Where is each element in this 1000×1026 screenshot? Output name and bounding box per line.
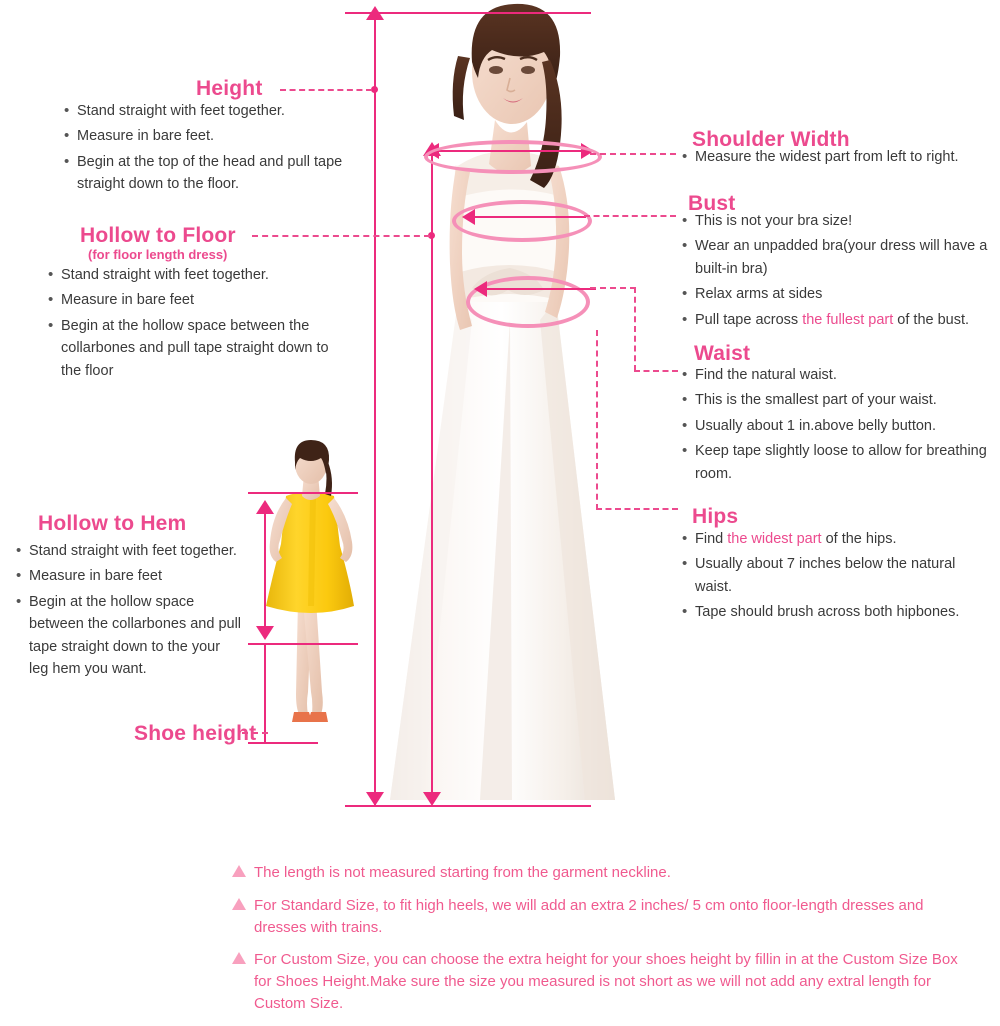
height-top-tick (345, 12, 591, 14)
warning-triangle-icon (232, 865, 246, 877)
shoulder-measure-ellipse (424, 140, 602, 174)
list-item: • Begin at the top of the head and pull tape straight down to the floor. (62, 151, 362, 196)
shoe-height-heading: Shoe height (134, 722, 257, 745)
list-item: • Wear an unpadded bra(your dress will have a built-in bra) (680, 235, 998, 280)
hips-leader-vertical (596, 330, 598, 510)
waist-bullets (680, 364, 992, 488)
hollow-hem-top-tick (248, 492, 358, 494)
hollow-to-hem-bullets (14, 540, 242, 684)
height-label-dot (371, 86, 378, 93)
hips-text-before: Find (695, 531, 728, 547)
list-item: • Stand straight with feet together. (46, 264, 346, 286)
list-item: • Stand straight with feet together. (62, 100, 362, 122)
height-line (374, 18, 376, 806)
waist-leader-vertical (634, 287, 636, 371)
bust-text-highlight: the fullest part (802, 311, 894, 328)
list-item: • Stand straight with feet together. (14, 540, 242, 562)
shoe-height-bottom-tick (248, 742, 318, 744)
list-item: • Relax arms at sides (680, 283, 998, 305)
list-item: • Measure the widest part from left to right. (680, 146, 1000, 168)
hollow-to-floor-subheading: (for floor length dress) (88, 247, 228, 262)
hips-text-after: of the hips. (821, 531, 897, 547)
note-text: For Custom Size, you can choose the extra height for your shoes height by fillin in at the Custom Size Box for Shoes Height.Make sure the size you measured is not short as we will not add any extral length for Custom Size. (254, 951, 958, 1012)
list-item: • Keep tape slightly loose to allow for breathing room. (680, 440, 992, 485)
hollow-to-hem-line (264, 512, 266, 636)
waist-leader-top (590, 287, 636, 289)
hips-leader-line (596, 508, 678, 510)
hollow-floor-leader-line (252, 235, 430, 237)
note-item (232, 895, 972, 939)
note-item (232, 949, 972, 1014)
warning-triangle-icon (232, 952, 246, 964)
height-heading: Height (196, 77, 263, 100)
list-item: • Measure in bare feet. (62, 125, 362, 147)
shoulder-leader-line (590, 153, 676, 155)
bust-arrow-left (462, 209, 475, 225)
note-text: The length is not measured starting from the garment neckline. (254, 864, 671, 881)
bust-leader-line (584, 215, 676, 217)
hips-text-highlight: the widest part (727, 531, 822, 547)
shoe-height-line (264, 645, 266, 743)
bust-heading: Bust (688, 192, 736, 215)
waist-heading: Waist (694, 342, 751, 365)
list-item: • Measure in bare feet (46, 289, 346, 311)
bust-text-after: of the bust. (893, 311, 970, 328)
waist-arrow-left (474, 281, 487, 297)
height-bullets (62, 100, 362, 199)
list-item: • Find the natural waist. (680, 364, 992, 386)
hollow-hem-arrow-bottom (256, 626, 274, 640)
list-item: • Measure in bare feet (14, 565, 242, 587)
footer-notes (232, 862, 972, 1026)
floor-line (345, 805, 591, 807)
list-item: • This is not your bra size! (680, 210, 998, 232)
list-item: • Begin at the hollow space between the collarbones and pull tape straight down to the floor (46, 315, 346, 382)
height-leader-line (280, 89, 372, 91)
list-item: • Usually about 7 inches below the natural waist. (680, 553, 992, 598)
hollow-to-hem-heading: Hollow to Hem (38, 512, 187, 535)
main-model-illustration (360, 0, 660, 820)
bust-bullets (680, 210, 998, 334)
list-item: • Begin at the hollow space between the collarbones and pull tape straight down to the your leg hem you want. (14, 591, 242, 681)
hollow-floor-arrow-bottom (423, 792, 441, 806)
list-item: • This is the smallest part of your waist. (680, 389, 992, 411)
waist-leader-bottom (634, 370, 678, 372)
shoulder-width-heading: Shoulder Width (692, 128, 850, 151)
waist-line (482, 288, 596, 290)
hollow-to-floor-line (431, 154, 433, 802)
bust-text-before: Pull tape across (695, 311, 803, 328)
note-text: For Standard Size, to fit high heels, we will add an extra 2 inches/ 5 cm onto floor-length dresses and dresses with trains. (254, 896, 924, 936)
list-item-bust-fullest (680, 309, 998, 331)
list-item-hips-widest (680, 528, 992, 550)
small-model-illustration (258, 440, 363, 760)
bust-line (470, 216, 586, 218)
note-item (232, 862, 972, 884)
hips-bullets (680, 528, 992, 627)
list-item: • Tape should brush across both hipbones. (680, 601, 992, 623)
hollow-to-floor-bullets (46, 264, 346, 385)
height-arrow-bottom (366, 792, 384, 806)
hollow-to-floor-heading: Hollow to Floor (80, 224, 236, 247)
warning-triangle-icon (232, 898, 246, 910)
shoulder-width-bullets (680, 146, 1000, 171)
hips-heading: Hips (692, 505, 739, 528)
list-item: • Usually about 1 in.above belly button. (680, 415, 992, 437)
